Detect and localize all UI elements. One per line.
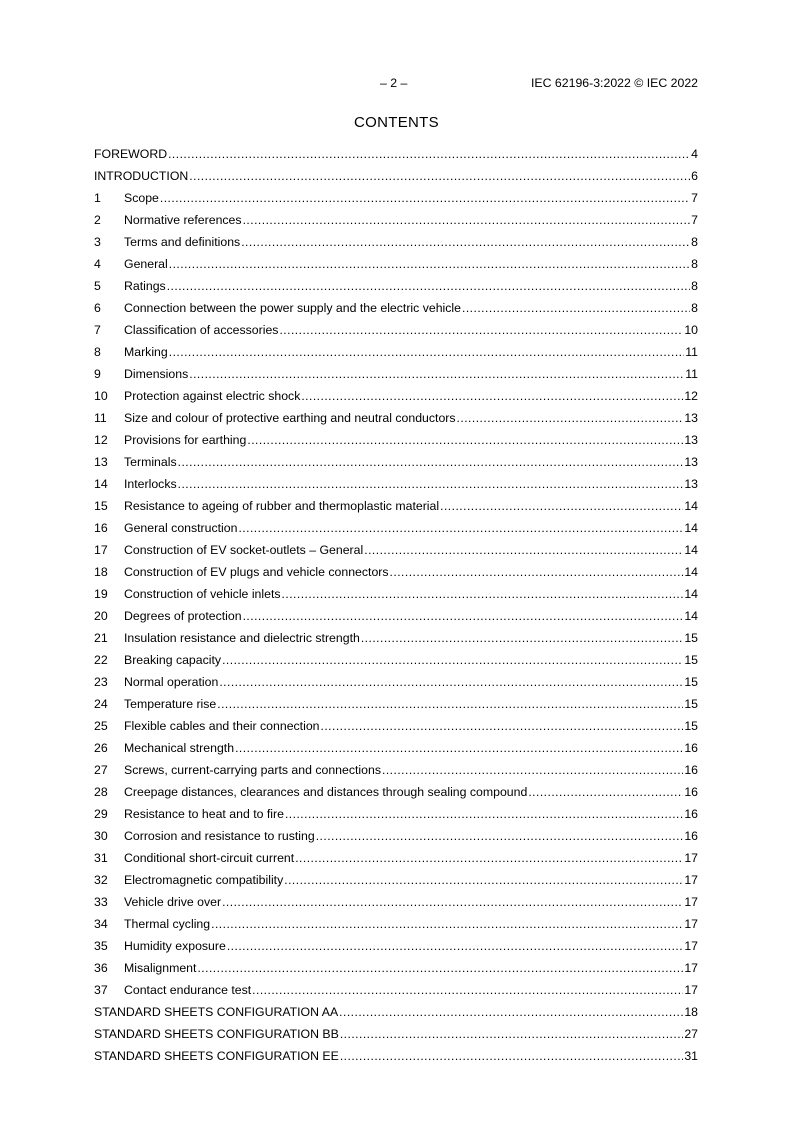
toc-entry-number: 27 (94, 763, 108, 777)
toc-entry-page: 17 (684, 939, 698, 953)
toc-entry-number: 34 (94, 917, 108, 931)
toc-entry-number: 2 (94, 213, 101, 227)
toc-entry-number: 37 (94, 983, 108, 997)
toc-entry-number: 12 (94, 433, 108, 447)
toc-entry-label: Connection between the power supply and the electric vehicle (124, 301, 462, 315)
page-title: CONTENTS (354, 114, 439, 131)
toc-entry[interactable] (94, 915, 698, 937)
toc-leader-dots (197, 959, 683, 977)
toc-entry-label: FOREWORD (94, 147, 168, 161)
toc-leader-dots (440, 497, 683, 515)
toc-leader-dots (235, 739, 683, 757)
toc-entry-number: 26 (94, 741, 108, 755)
toc-entry-label: Normal operation (124, 675, 219, 689)
toc-entry[interactable] (94, 673, 698, 695)
toc-entry-page: 11 (685, 367, 698, 381)
toc-entry-label: Humidity exposure (124, 939, 226, 953)
toc-leader-dots (241, 233, 690, 251)
toc-entry-page: 16 (684, 763, 698, 777)
toc-entry-label: Construction of vehicle inlets (124, 587, 281, 601)
toc-entry-number: 7 (94, 323, 101, 337)
toc-entry-label: Temperature rise (124, 697, 217, 711)
toc-leader-dots (361, 629, 683, 647)
toc-entry[interactable] (94, 871, 698, 893)
toc-leader-dots (178, 475, 684, 493)
toc-entry-label: STANDARD SHEETS CONFIGURATION BB (94, 1027, 339, 1041)
toc-entry-label: Degrees of protection (124, 609, 242, 623)
toc-leader-dots (295, 849, 683, 867)
toc-entry-label: Classification of accessories (124, 323, 279, 337)
toc-entry[interactable] (94, 959, 698, 981)
toc-entry-page: 15 (684, 631, 698, 645)
toc-entry[interactable] (94, 453, 698, 475)
toc-entry-number: 13 (94, 455, 108, 469)
toc-leader-dots (285, 805, 683, 823)
toc-entry-page: 15 (684, 653, 698, 667)
toc-entry[interactable] (94, 211, 698, 233)
toc-entry[interactable] (94, 167, 698, 189)
toc-entry[interactable] (94, 189, 698, 211)
page-number: – 2 – (380, 76, 408, 90)
toc-leader-dots (247, 431, 683, 449)
toc-leader-dots (316, 827, 684, 845)
toc-entry-label: Conditional short-circuit current (124, 851, 295, 865)
toc-leader-dots (222, 893, 683, 911)
toc-entry-number: 20 (94, 609, 108, 623)
toc-entry-label: Construction of EV plugs and vehicle connectors (124, 565, 389, 579)
toc-entry[interactable] (94, 145, 698, 167)
toc-entry[interactable] (94, 475, 698, 497)
toc-leader-dots (169, 343, 684, 361)
toc-entry[interactable] (94, 1047, 698, 1069)
toc-entry-number: 23 (94, 675, 108, 689)
toc-leader-dots (169, 255, 690, 273)
toc-leader-dots (284, 871, 683, 889)
toc-entry-label: Terms and definitions (124, 235, 241, 249)
toc-leader-dots (189, 365, 684, 383)
toc-leader-dots (382, 761, 683, 779)
toc-leader-dots (321, 717, 684, 735)
toc-entry-label: Dimensions (124, 367, 189, 381)
toc-entry-number: 10 (94, 389, 108, 403)
toc-leader-dots (160, 189, 690, 207)
toc-entry-page: 8 (691, 301, 698, 315)
toc-entry[interactable] (94, 1025, 698, 1047)
toc-entry-label: Normative references (124, 213, 242, 227)
toc-entry[interactable] (94, 541, 698, 563)
toc-leader-dots (217, 695, 683, 713)
toc-entry-page: 10 (684, 323, 698, 337)
toc-entry[interactable] (94, 849, 698, 871)
toc-entry-page: 15 (684, 675, 698, 689)
toc-entry-label: INTRODUCTION (94, 169, 189, 183)
toc-entry-label: Breaking capacity (124, 653, 222, 667)
toc-entry[interactable] (94, 739, 698, 761)
toc-entry-label: Size and colour of protective earthing and neutral conductors (124, 411, 456, 425)
toc-entry[interactable] (94, 409, 698, 431)
toc-entry-page: 14 (684, 565, 698, 579)
toc-entry-page: 13 (684, 455, 698, 469)
toc-entry-label: Screws, current-carrying parts and connections (124, 763, 381, 777)
toc-entry[interactable] (94, 563, 698, 585)
toc-entry-label: Ratings (124, 279, 166, 293)
toc-entry-label: Flexible cables and their connection (124, 719, 320, 733)
toc-entry-page: 13 (684, 433, 698, 447)
toc-entry-page: 15 (684, 697, 698, 711)
toc-leader-dots (167, 277, 690, 295)
toc-entry-label: STANDARD SHEETS CONFIGURATION AA (94, 1005, 339, 1019)
toc-leader-dots (238, 519, 683, 537)
toc-entry-page: 14 (684, 587, 698, 601)
toc-leader-dots (178, 453, 684, 471)
toc-entry-label: Resistance to ageing of rubber and thermoplastic material (124, 499, 440, 513)
toc-leader-dots (227, 937, 683, 955)
toc-leader-dots (364, 541, 683, 559)
toc-entry-page: 31 (684, 1049, 698, 1063)
toc-leader-dots (301, 387, 683, 405)
toc-entry[interactable] (94, 761, 698, 783)
toc-entry-page: 17 (684, 983, 698, 997)
toc-entry-number: 9 (94, 367, 101, 381)
toc-entry-label: Electromagnetic compatibility (124, 873, 284, 887)
toc-leader-dots (252, 981, 683, 999)
toc-entry-label: Construction of EV socket-outlets – General (124, 543, 364, 557)
toc-entry[interactable] (94, 717, 698, 739)
toc-entry-number: 35 (94, 939, 108, 953)
toc-entry-page: 8 (691, 257, 698, 271)
table-of-contents (94, 145, 698, 1069)
toc-entry-page: 8 (691, 279, 698, 293)
toc-entry[interactable] (94, 893, 698, 915)
toc-entry-label: Interlocks (124, 477, 177, 491)
toc-entry-page: 11 (685, 345, 698, 359)
toc-entry[interactable] (94, 365, 698, 387)
toc-entry-number: 32 (94, 873, 108, 887)
toc-entry[interactable] (94, 937, 698, 959)
toc-entry-page: 13 (684, 411, 698, 425)
toc-entry[interactable] (94, 805, 698, 827)
toc-entry[interactable] (94, 321, 698, 343)
toc-entry-page: 15 (684, 719, 698, 733)
toc-entry-page: 16 (684, 741, 698, 755)
toc-entry-label: Vehicle drive over (124, 895, 222, 909)
toc-entry-number: 31 (94, 851, 108, 865)
toc-entry-label: Mechanical strength (124, 741, 235, 755)
toc-entry-number: 30 (94, 829, 108, 843)
toc-entry-number: 4 (94, 257, 101, 271)
toc-entry-label: Contact endurance test (124, 983, 252, 997)
toc-entry-number: 22 (94, 653, 108, 667)
toc-entry-page: 17 (684, 895, 698, 909)
toc-entry-label: Terminals (124, 455, 177, 469)
toc-entry-number: 36 (94, 961, 108, 975)
toc-entry[interactable] (94, 783, 698, 805)
toc-entry-page: 14 (684, 499, 698, 513)
toc-entry-label: Resistance to heat and to fire (124, 807, 284, 821)
toc-entry[interactable] (94, 1003, 698, 1025)
document-id: IEC 62196-3:2022 © IEC 2022 (531, 76, 698, 90)
toc-entry-label: Corrosion and resistance to rusting (124, 829, 315, 843)
toc-entry[interactable] (94, 497, 698, 519)
toc-entry-page: 17 (684, 851, 698, 865)
toc-entry-number: 24 (94, 697, 108, 711)
toc-leader-dots (390, 563, 684, 581)
toc-entry-number: 11 (94, 411, 107, 425)
toc-entry-page: 16 (684, 807, 698, 821)
toc-entry-page: 13 (684, 477, 698, 491)
toc-entry-label: Provisions for earthing (124, 433, 247, 447)
toc-entry-number: 25 (94, 719, 108, 733)
toc-entry-page: 14 (684, 543, 698, 557)
toc-entry-number: 15 (94, 499, 108, 513)
toc-entry-number: 3 (94, 235, 101, 249)
toc-entry-page: 7 (691, 191, 698, 205)
toc-entry-label: Scope (124, 191, 159, 205)
toc-entry-number: 1 (94, 191, 101, 205)
toc-leader-dots (457, 409, 684, 427)
toc-entry-page: 17 (684, 917, 698, 931)
toc-entry-label: Marking (124, 345, 168, 359)
toc-entry-page: 14 (684, 609, 698, 623)
toc-entry-page: 16 (684, 785, 698, 799)
toc-leader-dots (279, 321, 683, 339)
toc-entry-number: 14 (94, 477, 108, 491)
page-header (0, 76, 793, 92)
toc-entry-number: 8 (94, 345, 101, 359)
toc-entry[interactable] (94, 277, 698, 299)
toc-entry[interactable] (94, 387, 698, 409)
toc-entry-page: 7 (691, 213, 698, 227)
toc-leader-dots (340, 1025, 683, 1043)
toc-entry[interactable] (94, 343, 698, 365)
toc-entry-number: 29 (94, 807, 108, 821)
toc-entry[interactable] (94, 981, 698, 1003)
toc-entry[interactable] (94, 695, 698, 717)
toc-entry[interactable] (94, 651, 698, 673)
toc-leader-dots (243, 607, 684, 625)
toc-entry-page: 6 (691, 169, 698, 183)
toc-entry-label: Protection against electric shock (124, 389, 301, 403)
toc-entry-number: 17 (94, 543, 108, 557)
toc-entry-label: Thermal cycling (124, 917, 211, 931)
toc-leader-dots (243, 211, 691, 229)
toc-entry-page: 8 (691, 235, 698, 249)
toc-entry[interactable] (94, 299, 698, 321)
toc-entry-label: STANDARD SHEETS CONFIGURATION EE (94, 1049, 339, 1063)
toc-leader-dots (222, 651, 683, 669)
toc-leader-dots (168, 145, 690, 163)
toc-leader-dots (219, 673, 683, 691)
toc-entry-page: 17 (684, 873, 698, 887)
toc-entry-number: 18 (94, 565, 108, 579)
toc-leader-dots (528, 783, 683, 801)
toc-entry-page: 14 (684, 521, 698, 535)
toc-entry[interactable] (94, 431, 698, 453)
toc-entry-label: Insulation resistance and dielectric strength (124, 631, 360, 645)
toc-entry-number: 19 (94, 587, 108, 601)
toc-leader-dots (282, 585, 684, 603)
toc-entry-page: 16 (684, 829, 698, 843)
toc-entry[interactable] (94, 827, 698, 849)
toc-entry-number: 5 (94, 279, 101, 293)
toc-entry-number: 16 (94, 521, 108, 535)
toc-entry-number: 6 (94, 301, 101, 315)
toc-entry-label: General (124, 257, 168, 271)
toc-entry-page: 27 (684, 1027, 698, 1041)
toc-entry[interactable] (94, 585, 698, 607)
toc-entry-label: Creepage distances, clearances and distances through sealing compound (124, 785, 528, 799)
toc-entry[interactable] (94, 519, 698, 541)
toc-leader-dots (189, 167, 690, 185)
toc-leader-dots (339, 1003, 683, 1021)
toc-leader-dots (211, 915, 683, 933)
toc-entry[interactable] (94, 255, 698, 277)
toc-entry[interactable] (94, 607, 698, 629)
toc-entry-page: 12 (684, 389, 698, 403)
toc-entry-page: 18 (684, 1005, 698, 1019)
toc-entry[interactable] (94, 629, 698, 651)
toc-entry[interactable] (94, 233, 698, 255)
toc-entry-number: 21 (94, 631, 108, 645)
toc-entry-number: 28 (94, 785, 108, 799)
toc-entry-label: Misalignment (124, 961, 197, 975)
toc-leader-dots (340, 1047, 683, 1065)
toc-entry-number: 33 (94, 895, 108, 909)
toc-entry-page: 17 (684, 961, 698, 975)
toc-leader-dots (462, 299, 690, 317)
toc-entry-label: General construction (124, 521, 238, 535)
toc-entry-page: 4 (691, 147, 698, 161)
